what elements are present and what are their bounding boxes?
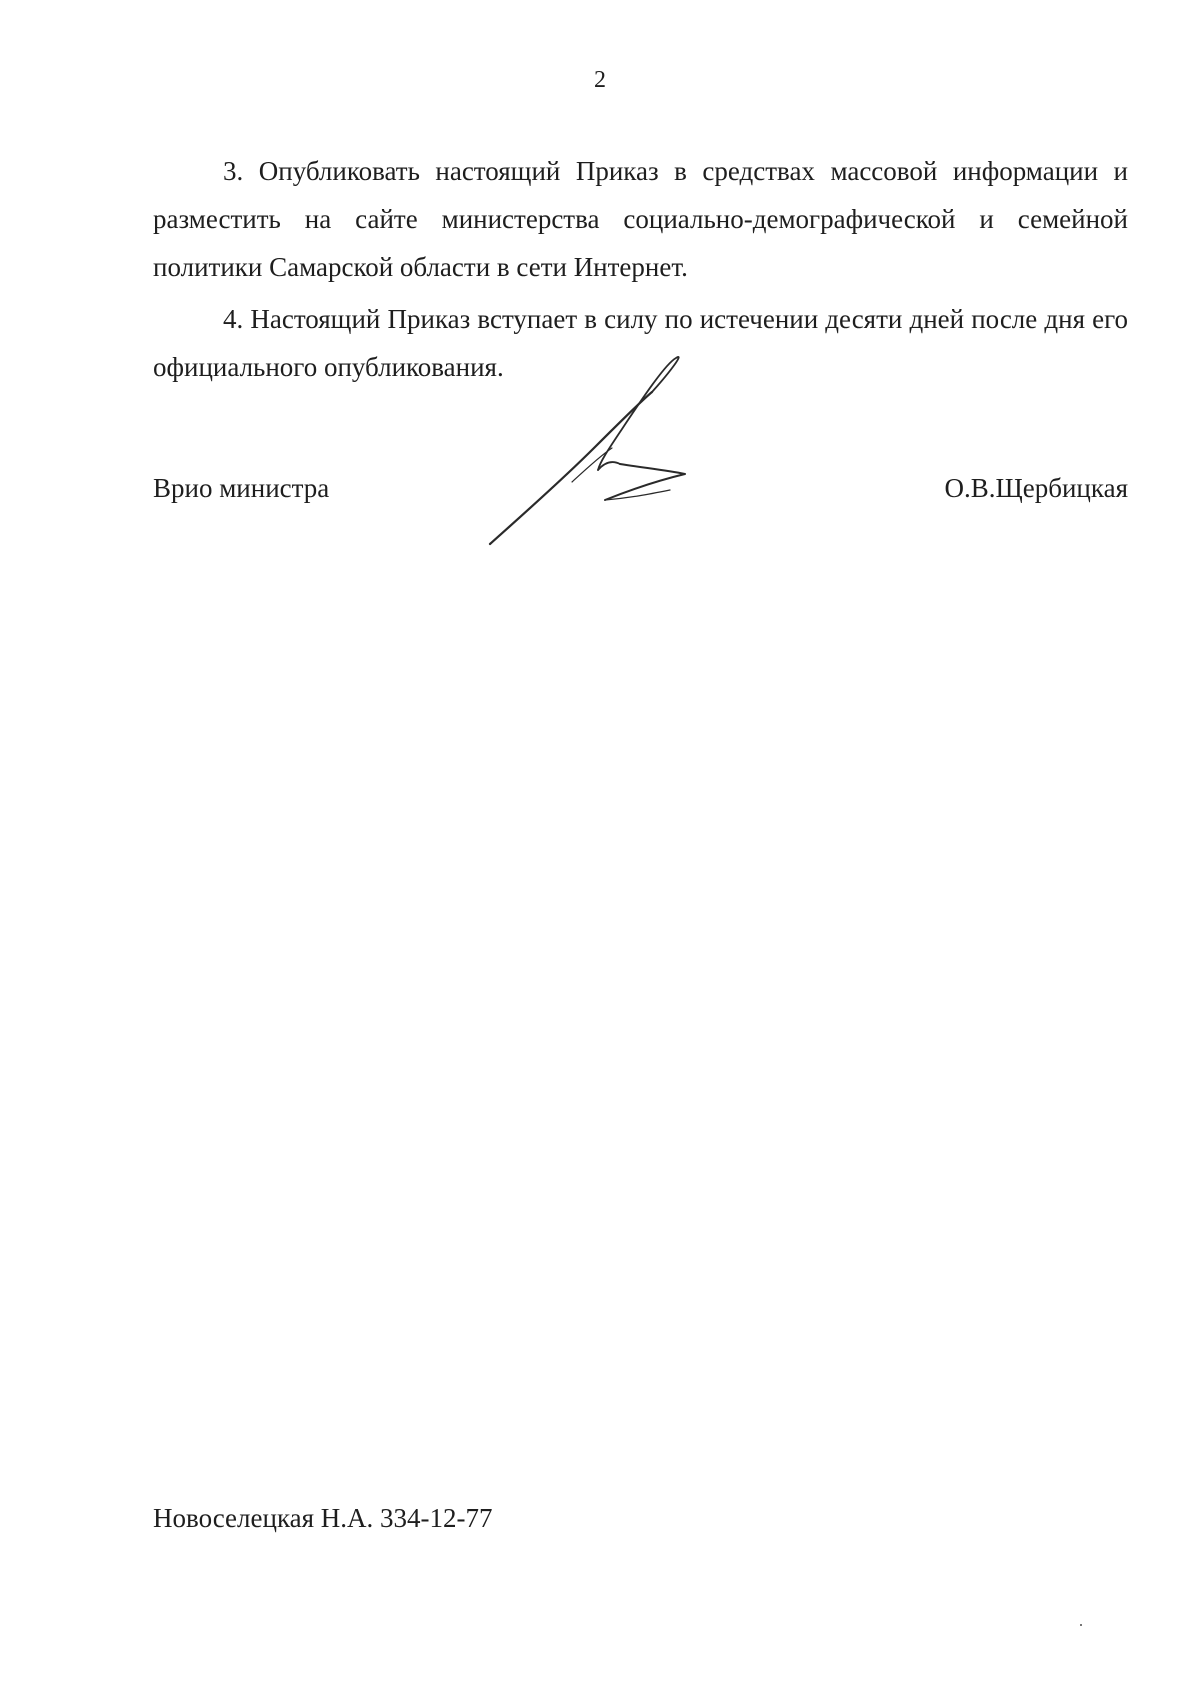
executor-contact-line: Новоселецкая Н.А. 334-12-77: [153, 1503, 493, 1533]
page-number: 2: [594, 67, 606, 93]
signer-position-title: Врио министра: [153, 473, 330, 503]
signer-name: О.В.Щербицкая: [944, 473, 1128, 503]
paragraph-3: 3. Опубликовать настоящий Приказ в средствах массовой информации и разместить на сайте министерства социально-демографической и семейной политики Самарской области в сети Интернет.: [153, 156, 1128, 282]
paragraph-4: 4. Настоящий Приказ вступает в силу по истечении десяти дней после дня его официального опубликования.: [153, 304, 1128, 382]
handwritten-signature: [480, 352, 740, 552]
scan-speck: [1080, 1624, 1082, 1626]
